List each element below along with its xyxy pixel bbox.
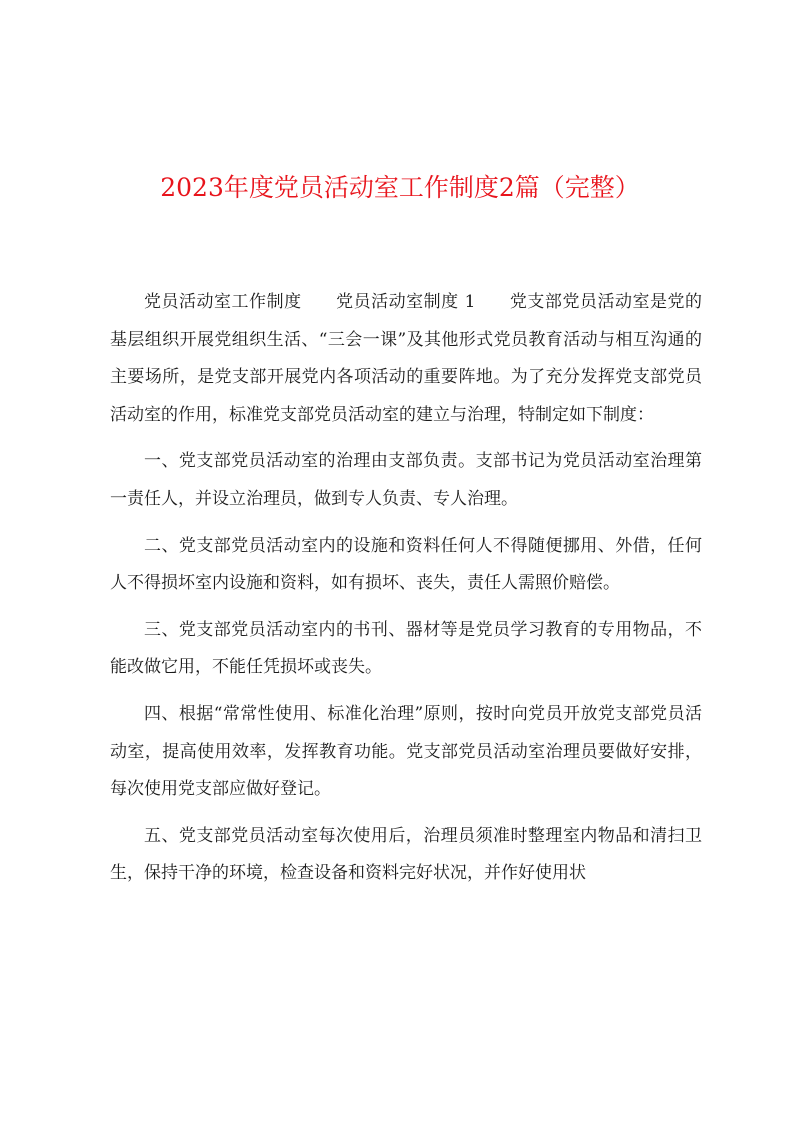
intro-subheading: 党员活动室制度 1 [335, 292, 476, 312]
intro-heading: 党员活动室工作制度 [144, 292, 302, 312]
rule-paragraph-4: 四、根据“常常性使用、标准化治理”原则，按时向党员开放党支部党员活动室，提高使用效率，发挥教育功能。党支部党员活动室治理员要做好安排，每次使用党支部应做好登记。 [110, 703, 702, 800]
intro-paragraph [110, 284, 702, 434]
rule-paragraph-3: 三、党支部党员活动室内的书刊、器材等是党员学习教育的专用物品，不能改做它用，不能任凭损坏或丧失。 [110, 619, 702, 678]
document-body [110, 284, 702, 893]
intro-text: 党支部党员活动室是党的基层组织开展党组织生活、“三会一课”及其他形式党员教育活动与相互沟通的主要场所，是党支部开展党内各项活动的重要阵地。为了充分发挥党支部党员活动室的作用，标准党支部党员活动室的建立与治理，特制定如下制度： [110, 292, 703, 425]
rule-paragraph-1: 一、党支部党员活动室的治理由支部负责。支部书记为党员活动室治理第一责任人，并设立治理员，做到专人负责、专人治理。 [110, 451, 702, 509]
rule-paragraph-5: 五、党支部党员活动室每次使用后，治理员须准时整理室内物品和清扫卫生，保持干净的环境，检查设备和资料完好状况，并作好使用状 [110, 825, 702, 884]
rule-paragraph-2: 二、党支部党员活动室内的设施和资料任何人不得随便挪用、外借，任何人不得损坏室内设施和资料，如有损坏、丧失，责任人需照价赔偿。 [110, 535, 702, 594]
document-title: 2023年度党员活动室工作制度2篇（完整） [160, 173, 640, 202]
